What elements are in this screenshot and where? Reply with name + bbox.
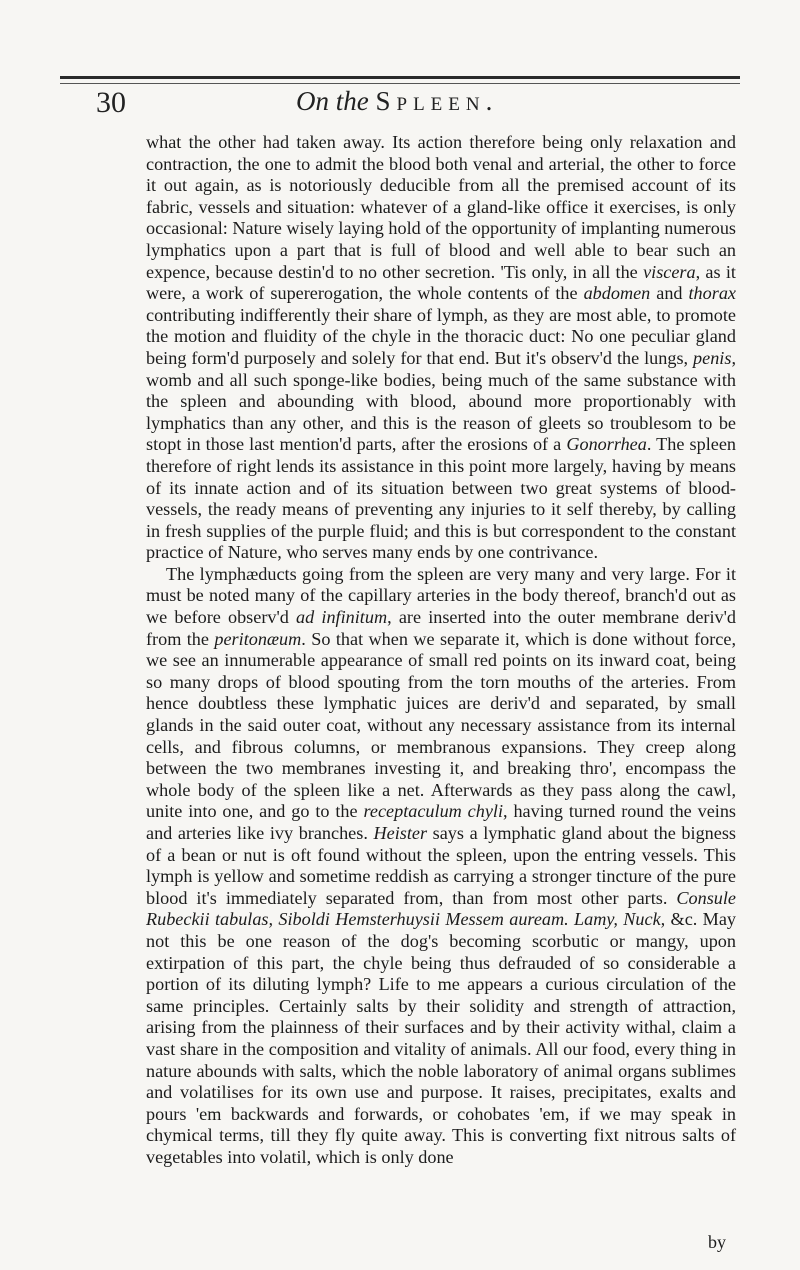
paragraph xyxy=(146,132,736,564)
header-rule-thin xyxy=(60,83,740,84)
header-rule xyxy=(60,76,740,79)
italic-text: Gonorrhea xyxy=(566,434,647,455)
text-segment: . The spleen therefore of right lends its assistance in this point more largely, having by means of its innate action and of its situation between two great systems of blood-vessels, the ready means of preventing any injuries to it self thereby, by calling in fresh supplies of the purple fluid; and this is but correspondent to the constant practice of Nature, who serves many ends by one contrivance. xyxy=(146,434,736,563)
text-segment: contributing indifferently their share of lymph, as they are most able, to promote the motion and fluidity of the chyle in the thoracic duct: No one peculiar gland being form'd purposely and solely for that end. But it's observ'd the lungs, xyxy=(146,304,736,368)
italic-text: ad infinitum xyxy=(296,607,388,628)
page-number: 30 xyxy=(96,86,126,119)
text-segment: , having turned round the veins and arteries like ivy branches. xyxy=(146,801,737,843)
italic-text: Consule Rubeckii tabulas, Siboldi Hemsterhuysii Messem auream. Lamy, Nuck, xyxy=(146,887,736,930)
text-segment: says a lymphatic gland about the bigness of a bean or nut is oft found without the spleen, upon the entring vessels. This lymph is yellow and sometime reddish as carrying a stronger tincture of the pure blood it's immediately separated from, than from most other parts. xyxy=(146,823,736,908)
text-segment: , are inserted into the outer membrane deriv'd from the xyxy=(146,607,737,649)
running-head-lead: On the xyxy=(296,86,369,116)
italic-text: receptaculum chyli xyxy=(363,801,504,822)
italic-text: abdomen xyxy=(583,283,651,304)
text-segment: what the other had taken away. Its action therefore being only relaxation and contraction, the one to admit the blood both venal and arterial, the other to force it out again, as is notoriously deducible from all the premised account of its fabric, vessels and situation: whatever of a gland-like office it exercises, is only occasional: Nature wisely laying hold of the opportunity of implanting numerous lymphatics upon a part that is full of blood and well able to bear such an expence, because destin'd to no other secretion. 'Tis only, in all the xyxy=(146,132,736,282)
italic-text: Heister xyxy=(373,823,428,843)
body-text xyxy=(146,132,736,1169)
italic-text: penis xyxy=(693,347,732,368)
text-segment: , as it were, a work of supererogation, the whole contents of the xyxy=(146,261,736,304)
text-segment: , womb and all such sponge-like bodies, being much of the same substance with the spleen and abounding with blood, abound more proportionably with lymphatics than any other, and this is the reason of gleets so troublesom to be stopt in those last mention'd parts, after the erosions of a xyxy=(146,347,736,455)
text-segment: and xyxy=(650,283,689,304)
paragraph xyxy=(146,564,736,1169)
italic-text: viscera xyxy=(643,261,696,282)
catchword: by xyxy=(708,1232,726,1252)
text-segment: The lymphæducts going from the spleen are very many and very large. For it must be noted many of the capillary arteries in the body thereof, branch'd out as we before observ'd xyxy=(146,563,736,628)
italic-text: thorax xyxy=(688,283,736,304)
running-head xyxy=(296,86,498,117)
text-segment: &c. May not this be one reason of the dog's becoming scorbutic or mangy, upon extirpation of this part, the chyle being thus defrauded of so considerable a portion of its diluting lymph? Life to me appears a curious circulation of the same principles. Certainly salts by their solidity and strength of attraction, arising from the plainness of their surfaces and by their activity withal, claim a vast share in the composition and vitality of animals. All our food, every thing in nature abounds with salts, which the noble laboratory of animal organs sublimes and volatilises for its own use and purpose. It raises, precipitates, exalts and pours 'em backwards and forwards, or cohobates 'em, if we may speak in chymical terms, till they fly quite away. This is converting fixt nitrous salts of vegetables into volatil, which is only done xyxy=(146,909,736,1167)
text-segment: . So that when we separate it, which is done without force, we see an innumerable appearance of small red points on its inward coat, being so many drops of blood spouting from the torn mouths of the arteries. From hence doubtless these lymphatic juices are deriv'd and separated, by small glands in the said outer coat, without any necessary assistance from its internal cells, and fibrous columns, or membranous expansions. They creep along between the two membranes investing it, and breaking thro', encompass the whole body of the spleen like a net. Afterwards as they pass along the cawl, unite into one, and go to the xyxy=(146,628,736,822)
running-head-title: Spleen. xyxy=(375,86,499,116)
italic-text: peritonæum xyxy=(214,628,302,649)
